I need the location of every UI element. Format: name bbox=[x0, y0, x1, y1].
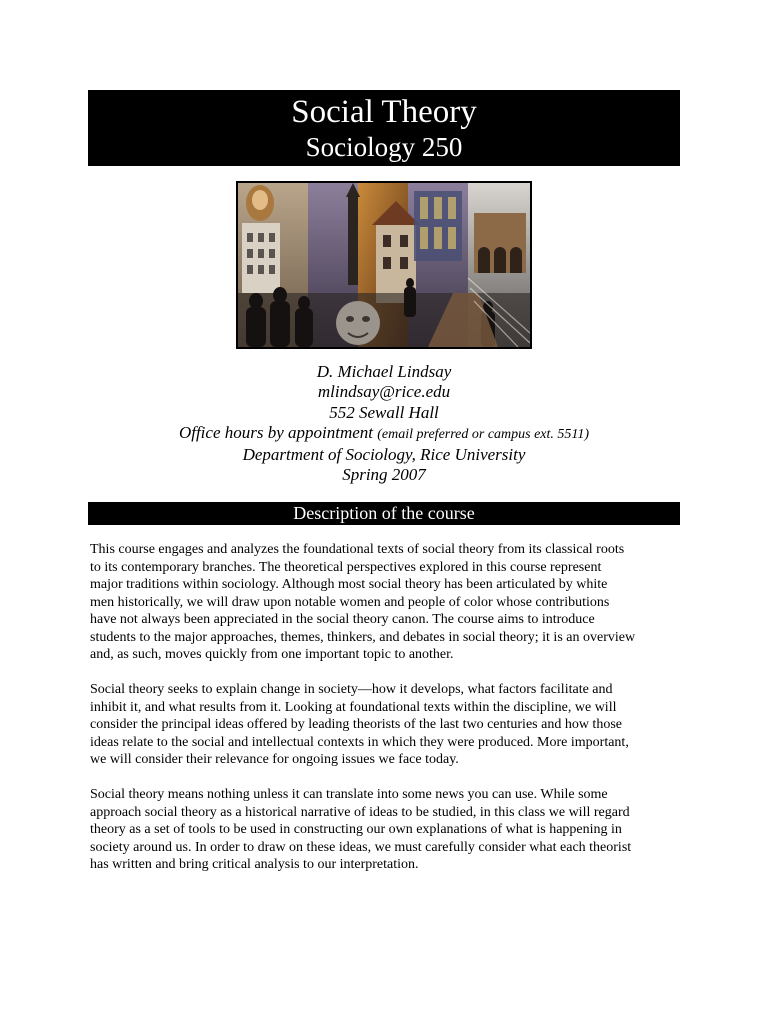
text-line: Social theory seeks to explain change in society—how it develops, what factors facilitate and bbox=[90, 682, 613, 697]
office-hours: Office hours by appointment bbox=[178, 422, 374, 442]
text-line: inhibit it, and what results from it. Looking at foundational texts within the discipline, we will bbox=[90, 699, 617, 715]
text-line: society around us. In order to draw on these ideas, we must carefully consider what each theorist bbox=[90, 839, 632, 855]
text-line: major traditions within sociology. Although most social theory has been articulated by white bbox=[90, 577, 608, 592]
office-hours-line bbox=[88, 423, 680, 445]
department: Department of Sociology, Rice University bbox=[242, 445, 526, 465]
text-line: to its contemporary branches. The theoretical perspectives explored in this course represent bbox=[90, 559, 602, 575]
text-line: men historically, we will draw upon notable women and people of color whose contributions bbox=[90, 594, 610, 610]
paragraph bbox=[90, 681, 690, 769]
page-title: Social Theory bbox=[291, 94, 477, 130]
office-hours-note: (email preferred or campus ext. 5511) bbox=[377, 426, 590, 442]
photo-collage-image bbox=[236, 181, 532, 349]
section-heading: Description of the course bbox=[88, 502, 680, 525]
text-line: have not always been appreciated in the social theory canon. The course aims to introduce bbox=[90, 612, 595, 627]
paragraph bbox=[90, 541, 690, 664]
course-description bbox=[90, 541, 690, 891]
text-line: and, as such, moves quickly from one important topic to another. bbox=[90, 647, 454, 662]
paragraph bbox=[90, 786, 690, 874]
text-line: has written and bring critical analysis to our interpretation. bbox=[90, 857, 419, 872]
title-banner bbox=[88, 90, 680, 166]
text-line: theory as a set of tools to be used in constructing our own explanations of what is happening in bbox=[90, 822, 622, 837]
text-line: Social theory means nothing unless it can translate into some news you can use. While some bbox=[90, 787, 608, 802]
text-line: ideas relate to the social and intellectual contexts in which they were produced. More important, bbox=[90, 734, 629, 750]
text-line: we will consider their relevance for ongoing issues we face today. bbox=[90, 752, 459, 767]
course-number: Sociology 250 bbox=[305, 132, 463, 162]
text-line: students to the major approaches, themes, thinkers, and debates in social theory; it is an overview bbox=[90, 629, 636, 645]
instructor-name: D. Michael Lindsay bbox=[316, 362, 452, 381]
text-line: This course engages and analyzes the foundational texts of social theory from its classical roots bbox=[90, 542, 625, 557]
term: Spring 2007 bbox=[342, 465, 426, 485]
text-line: consider the principal ideas offered by leading theorists of the last two centuries and how those bbox=[90, 717, 622, 732]
instructor-contact-block bbox=[88, 362, 680, 486]
office-location: 552 Sewall Hall bbox=[329, 402, 439, 422]
instructor-email[interactable]: mlindsay@rice.edu bbox=[317, 382, 451, 402]
text-line: approach social theory as a historical narrative of ideas to be studied, in this class we will regard bbox=[90, 804, 630, 820]
